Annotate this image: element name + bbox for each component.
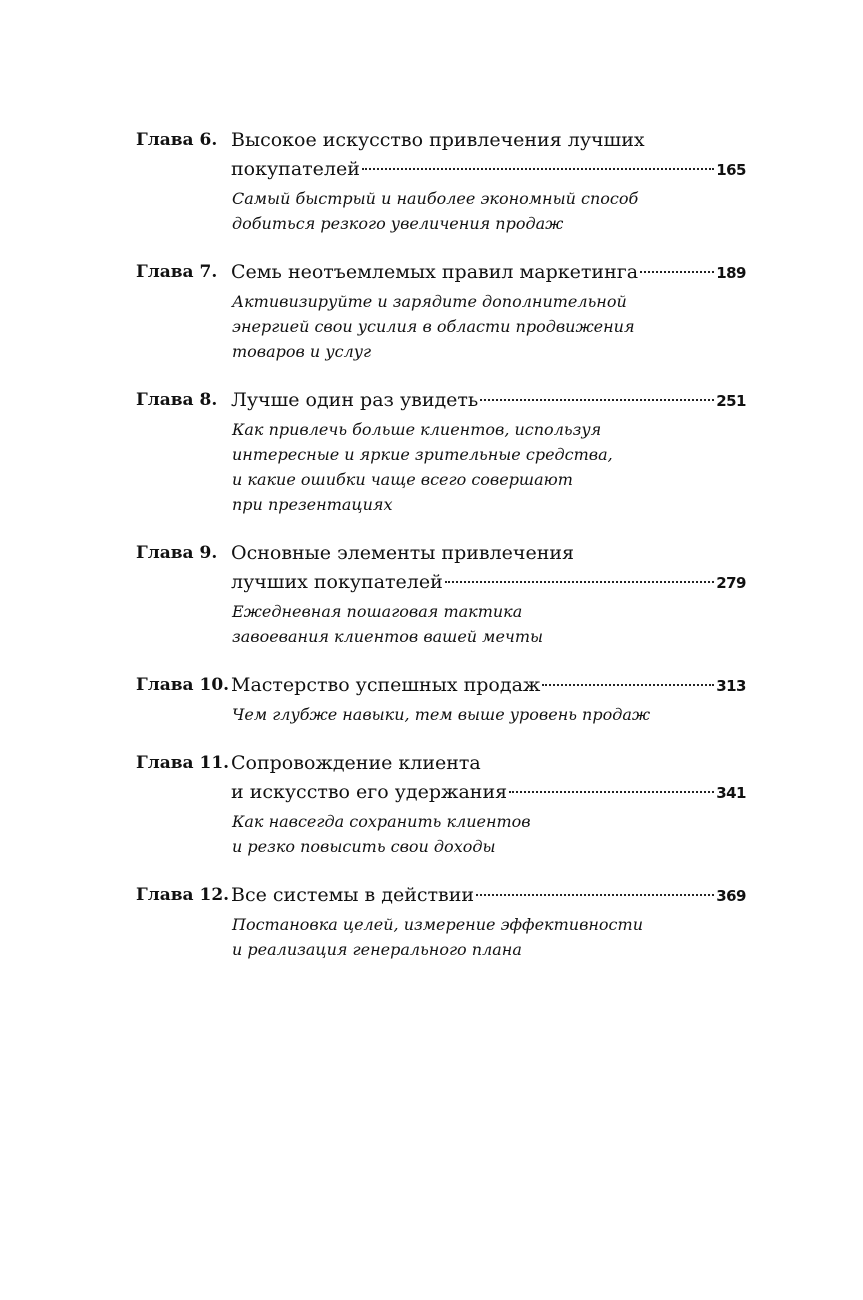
chapter-title: Все системы в действии	[231, 884, 475, 906]
toc-entry-chapter-6[interactable]	[136, 126, 746, 236]
chapter-title-line	[231, 881, 746, 911]
page-number[interactable]: 279	[716, 574, 746, 592]
subtitle-line: Как привлечь больше клиентов, используя	[232, 420, 602, 439]
chapter-label: Глава 6.	[136, 130, 218, 150]
chapter-body	[231, 126, 746, 236]
dot-leader	[480, 399, 714, 401]
table-of-contents	[136, 126, 746, 984]
chapter-title: Лучше один раз увидеть	[231, 389, 479, 411]
dot-leader	[445, 581, 714, 583]
chapter-title-line	[231, 539, 746, 568]
dot-leader	[640, 271, 714, 273]
subtitle-line: завоевания клиентов вашей мечты	[232, 627, 544, 646]
chapter-subtitle	[232, 289, 746, 364]
chapter-body	[231, 881, 746, 962]
page-number[interactable]: 251	[716, 392, 746, 410]
chapter-subtitle	[232, 912, 746, 962]
subtitle-line: Чем глубже навыки, тем выше уровень продаж	[232, 705, 651, 724]
page-number[interactable]: 313	[716, 677, 746, 695]
chapter-title-line	[231, 671, 746, 701]
chapter-title: лучших покупателей	[231, 571, 443, 593]
chapter-title: Основные элементы привлечения	[231, 542, 575, 564]
page-number[interactable]: 165	[716, 161, 746, 179]
chapter-label: Глава 12.	[136, 885, 230, 905]
chapter-title-line	[231, 749, 746, 778]
chapter-label: Глава 9.	[136, 543, 218, 563]
subtitle-line: товаров и услуг	[232, 342, 372, 361]
subtitle-line: Самый быстрый и наиболее экономный способ	[232, 189, 639, 208]
subtitle-line: добиться резкого увеличения продаж	[232, 214, 564, 233]
chapter-title-line	[231, 258, 746, 288]
chapter-title-line	[231, 568, 746, 598]
chapter-title: и искусство его удержания	[231, 781, 508, 803]
chapter-label: Глава 11.	[136, 753, 230, 773]
dot-leader	[362, 168, 714, 170]
subtitle-line: Активизируйте и зарядите дополнительной	[232, 292, 627, 311]
chapter-title: покупателей	[231, 158, 360, 180]
subtitle-line: интересные и яркие зрительные средства,	[232, 445, 613, 464]
chapter-body	[231, 386, 746, 517]
page-number[interactable]: 369	[716, 887, 746, 905]
toc-entry-chapter-12[interactable]	[136, 881, 746, 962]
toc-entry-chapter-7[interactable]	[136, 258, 746, 364]
chapter-body	[231, 749, 746, 859]
chapter-subtitle	[232, 599, 746, 649]
chapter-title-line	[231, 155, 746, 185]
toc-entry-chapter-9[interactable]	[136, 539, 746, 649]
chapter-title: Высокое искусство привлечения лучших	[231, 129, 645, 151]
subtitle-line: энергией свои усилия в области продвижения	[232, 317, 635, 336]
chapter-body	[231, 539, 746, 649]
chapter-subtitle	[232, 186, 746, 236]
subtitle-line: и какие ошибки чаще всего совершают	[232, 470, 573, 489]
subtitle-line: Как навсегда сохранить клиентов	[232, 812, 531, 831]
chapter-title-line	[231, 778, 746, 808]
dot-leader	[542, 684, 714, 686]
chapter-title: Мастерство успешных продаж	[231, 674, 541, 696]
chapter-title: Сопровождение клиента	[231, 752, 481, 774]
chapter-title-line	[231, 126, 746, 155]
chapter-subtitle	[232, 417, 746, 517]
subtitle-line: Постановка целей, измерение эффективности	[232, 915, 643, 934]
toc-entry-chapter-8[interactable]	[136, 386, 746, 517]
page-number[interactable]: 341	[716, 784, 746, 802]
chapter-label: Глава 8.	[136, 390, 218, 410]
chapter-title: Семь неотъемлемых правил маркетинга	[231, 261, 639, 283]
chapter-body	[231, 671, 746, 727]
toc-entry-chapter-10[interactable]	[136, 671, 746, 727]
dot-leader	[476, 894, 714, 896]
subtitle-line: Ежедневная пошаговая тактика	[232, 602, 523, 621]
toc-entry-chapter-11[interactable]	[136, 749, 746, 859]
chapter-body	[231, 258, 746, 364]
subtitle-line: и реализация генерального плана	[232, 940, 522, 959]
chapter-subtitle	[232, 702, 746, 727]
chapter-subtitle	[232, 809, 746, 859]
chapter-title-line	[231, 386, 746, 416]
subtitle-line: при презентациях	[232, 495, 393, 514]
page-number[interactable]: 189	[716, 264, 746, 282]
subtitle-line: и резко повысить свои доходы	[232, 837, 496, 856]
chapter-label: Глава 10.	[136, 675, 230, 695]
dot-leader	[509, 791, 714, 793]
chapter-label: Глава 7.	[136, 262, 218, 282]
